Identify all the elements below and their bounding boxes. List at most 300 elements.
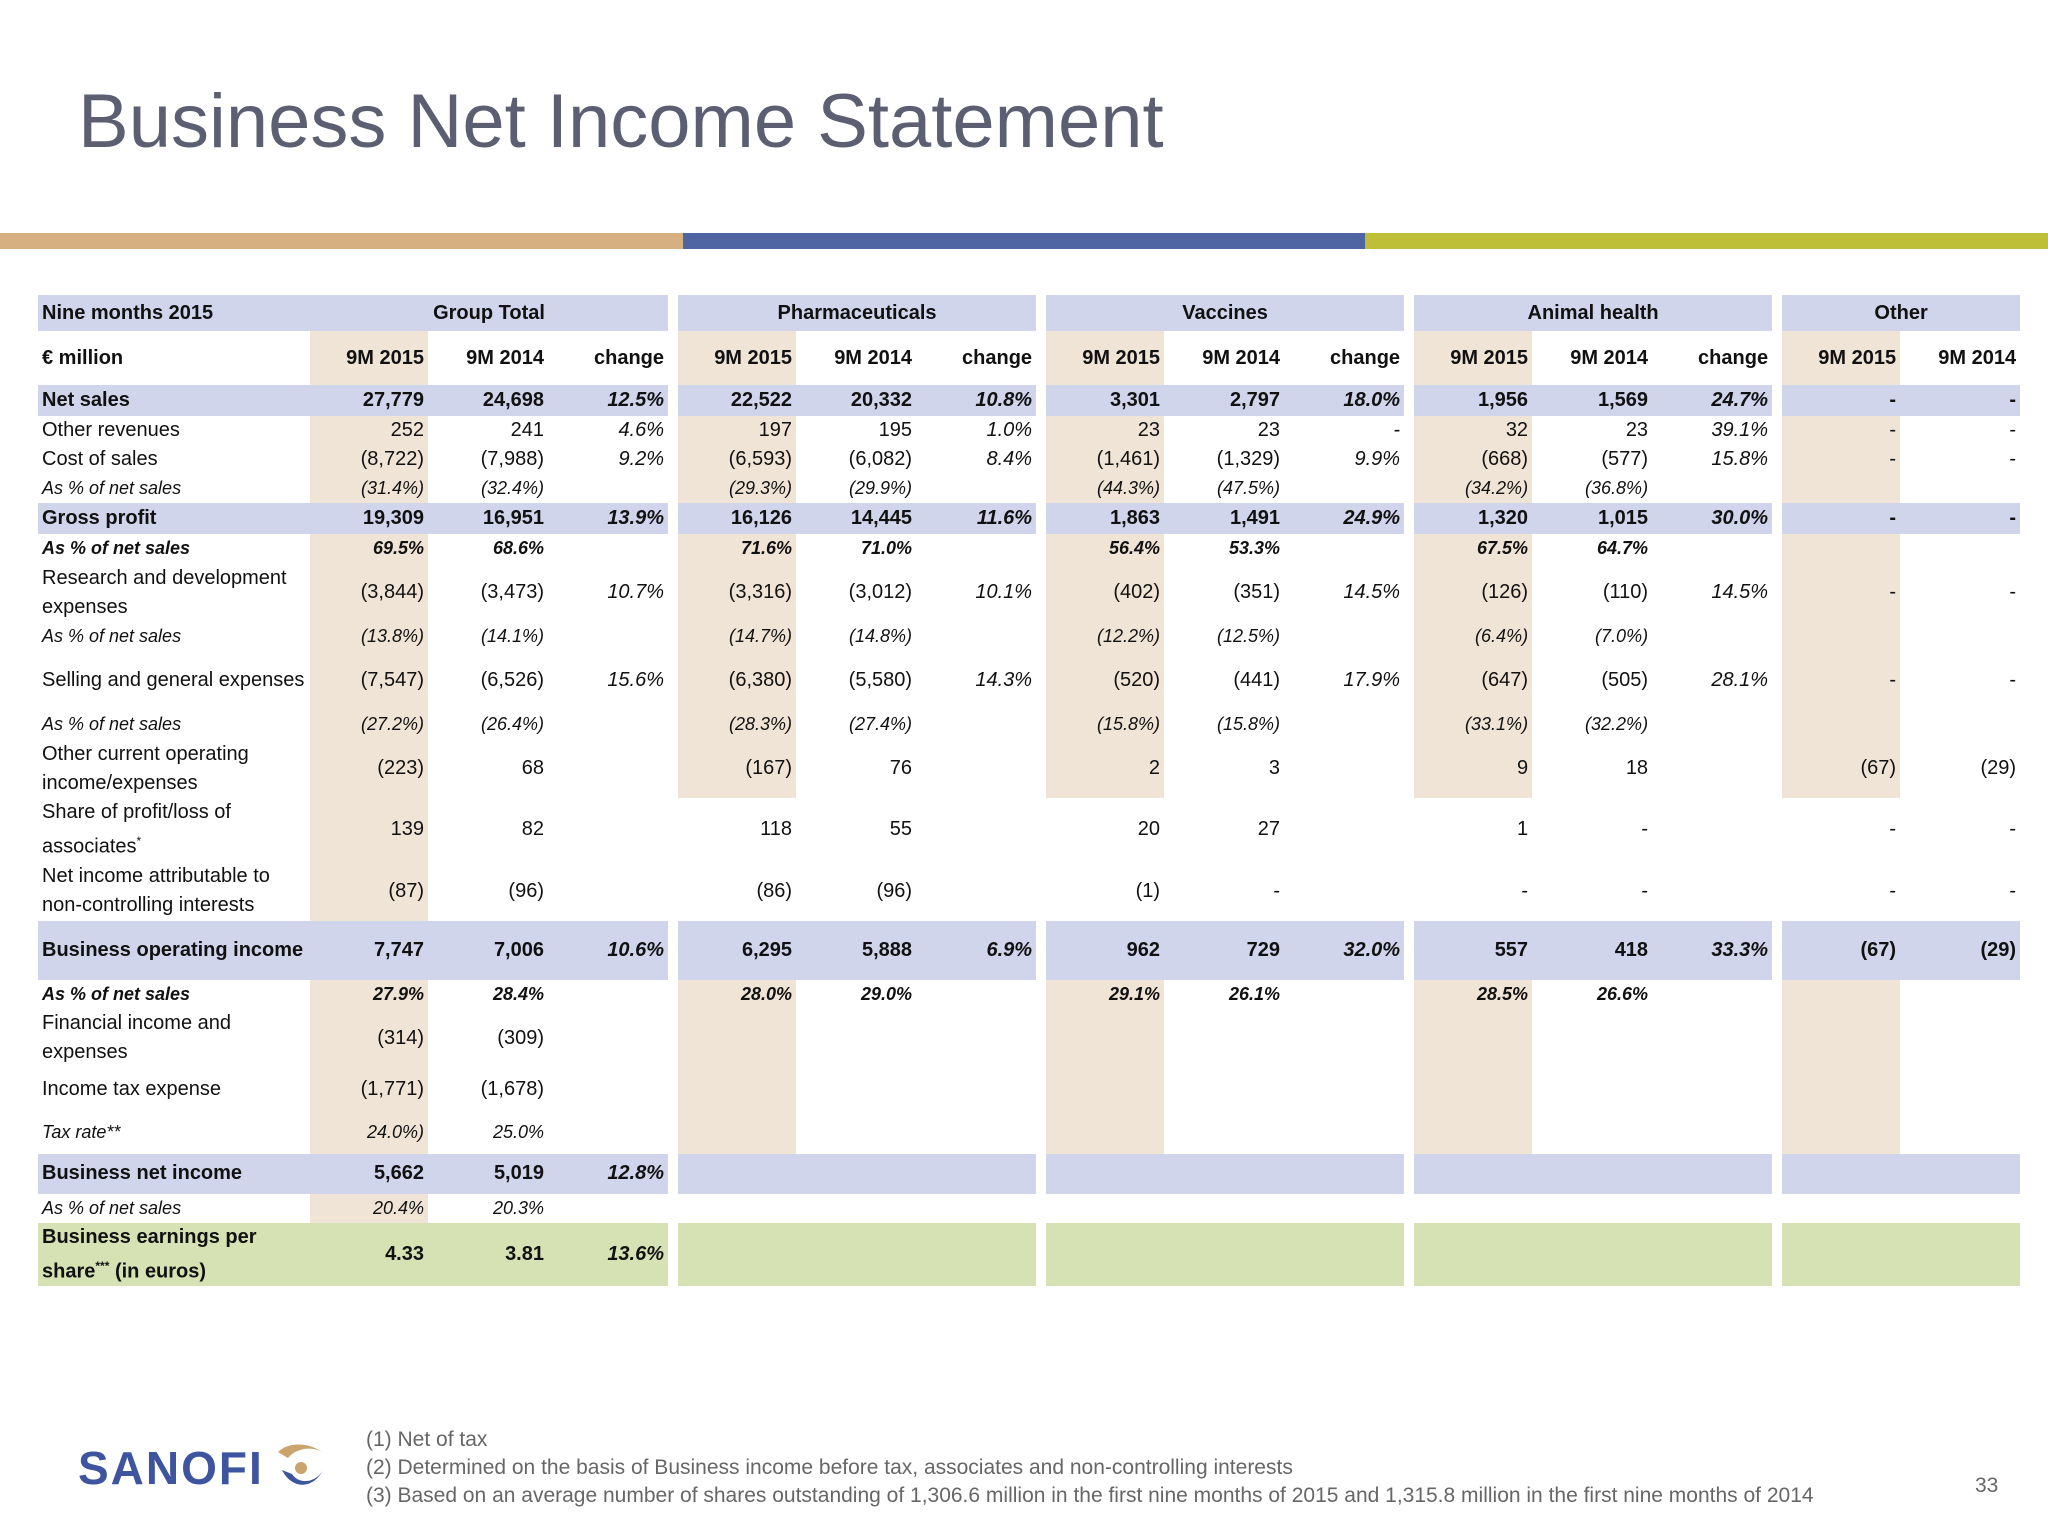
row-label xyxy=(38,798,310,862)
value-cell: 69.5% xyxy=(310,534,428,563)
row-label xyxy=(38,1112,310,1154)
column-gap xyxy=(1404,862,1414,921)
column-gap xyxy=(668,295,678,331)
column-gap xyxy=(668,1194,678,1223)
value-cell: 20.3% xyxy=(492,1197,544,1218)
col-9m2014: 9M 2014 xyxy=(466,346,544,369)
header-row-columns xyxy=(38,331,2020,385)
value-cell: 27,779 xyxy=(310,385,428,416)
table-row xyxy=(38,651,2020,710)
value-cell: 24.0%) xyxy=(310,1112,428,1154)
column-gap xyxy=(1404,1068,1414,1112)
column-gap xyxy=(668,798,678,862)
column-gap xyxy=(1404,474,1414,503)
row-label xyxy=(38,739,310,798)
row-label-suffix: (in euros) xyxy=(109,1260,207,1283)
value-cell: (520) xyxy=(1046,651,1164,710)
value-cell xyxy=(1414,1112,1532,1154)
value-cell xyxy=(796,1194,916,1223)
value-cell: (28.3%) xyxy=(678,710,796,739)
sanofi-bird-icon xyxy=(274,1440,328,1496)
value-cell: 32 xyxy=(1414,416,1532,445)
row-label xyxy=(38,1194,310,1223)
value-cell: 24.9% xyxy=(1284,503,1404,534)
column-gap xyxy=(1036,385,1046,416)
column-gap xyxy=(1036,331,1046,385)
value-cell: 13.6% xyxy=(548,1223,668,1287)
value-cell xyxy=(1046,1154,1164,1194)
column-gap xyxy=(1772,622,1782,651)
value-cell xyxy=(1164,1154,1284,1194)
value-cell xyxy=(1900,1112,2020,1154)
value-cell: 2,797 xyxy=(1164,385,1284,416)
value-cell xyxy=(1532,1194,1652,1223)
value-cell: (26.4%) xyxy=(480,714,544,734)
row-label-text: As % of net sales xyxy=(42,1197,182,1218)
value-cell xyxy=(1046,1068,1164,1112)
row-label-text: Other current operating income/expenses xyxy=(42,742,249,794)
value-cell: - xyxy=(1889,879,1897,902)
value-cell: - xyxy=(1641,818,1649,841)
table-row xyxy=(38,534,2020,563)
column-gap xyxy=(1404,331,1414,385)
value-cell xyxy=(1414,1223,1532,1287)
value-cell xyxy=(1652,534,1772,563)
value-cell: 13.9% xyxy=(548,503,668,534)
value-cell xyxy=(1782,1112,1900,1154)
column-gap xyxy=(1404,534,1414,563)
value-cell xyxy=(1414,1009,1532,1068)
value-cell: 26.6% xyxy=(1597,983,1649,1004)
value-cell xyxy=(1900,622,2020,651)
value-cell: 9 xyxy=(1414,739,1532,798)
value-cell: 29.0% xyxy=(860,983,913,1004)
value-cell: 1,863 xyxy=(1046,503,1164,534)
logo-text: SANOFI xyxy=(78,1442,264,1494)
table-row xyxy=(38,474,2020,503)
value-cell xyxy=(1900,1068,2020,1112)
value-cell: (29) xyxy=(1980,757,2017,779)
row-label-text: Selling and general expenses xyxy=(42,669,305,691)
row-label xyxy=(38,1009,310,1068)
value-cell: (7,547) xyxy=(310,651,428,710)
value-cell xyxy=(1284,1009,1404,1068)
col-9m2014: 9M 2014 xyxy=(1202,346,1281,369)
header-row-groups xyxy=(38,295,2020,331)
footnote-marker: * xyxy=(136,834,142,848)
row-label-text: Share of profit/loss of associates xyxy=(42,801,231,858)
value-cell: 6,295 xyxy=(678,921,796,980)
value-cell xyxy=(1284,710,1404,739)
value-cell xyxy=(1284,980,1404,1009)
row-label xyxy=(38,921,310,980)
value-cell xyxy=(1164,1112,1284,1154)
row-label-text: As % of net sales xyxy=(42,538,191,558)
row-label xyxy=(38,416,310,445)
column-gap xyxy=(1404,445,1414,474)
value-cell xyxy=(1652,1068,1772,1112)
column-gap xyxy=(668,445,678,474)
value-cell xyxy=(916,474,1036,503)
value-cell: - xyxy=(1641,879,1649,902)
column-gap xyxy=(1404,798,1414,862)
value-cell: (1,771) xyxy=(310,1068,428,1112)
table-row xyxy=(38,445,2020,474)
value-cell xyxy=(916,1112,1036,1154)
column-gap xyxy=(668,331,678,385)
value-cell xyxy=(1782,1009,1900,1068)
column-gap xyxy=(1404,1009,1414,1068)
row-label-text: Income tax expense xyxy=(42,1078,221,1101)
table-row xyxy=(38,862,2020,921)
value-cell: 16,951 xyxy=(428,503,548,534)
value-cell: 1,956 xyxy=(1414,385,1532,416)
header-group-animal-health: Animal health xyxy=(1414,295,1772,331)
column-gap xyxy=(1036,445,1046,474)
table-row xyxy=(38,710,2020,739)
value-cell xyxy=(1900,1009,2020,1068)
value-cell: 22,522 xyxy=(678,385,796,416)
column-gap xyxy=(1404,416,1414,445)
column-gap xyxy=(1036,1009,1046,1068)
value-cell: (7.0%) xyxy=(1595,626,1649,646)
value-cell: 18 xyxy=(1625,757,1649,779)
value-cell: - xyxy=(1900,385,2020,416)
footnotes xyxy=(366,1426,1814,1510)
value-cell xyxy=(1782,534,1900,563)
value-cell: 39.1% xyxy=(1711,419,1769,441)
value-cell: 252 xyxy=(310,416,428,445)
value-cell xyxy=(1046,1223,1164,1287)
value-cell: (3,844) xyxy=(310,563,428,622)
value-cell xyxy=(1284,1194,1404,1223)
column-gap xyxy=(1036,980,1046,1009)
value-cell: - xyxy=(2009,581,2017,603)
value-cell: (13.8%) xyxy=(310,622,428,651)
column-gap xyxy=(668,1154,678,1194)
value-cell: - xyxy=(1521,879,1529,902)
column-gap xyxy=(1036,798,1046,862)
row-label-text: Financial income and expenses xyxy=(42,1012,231,1064)
value-cell xyxy=(678,1068,796,1112)
column-gap xyxy=(1036,474,1046,503)
value-cell xyxy=(1532,1154,1652,1194)
color-bands xyxy=(0,233,2048,249)
value-cell xyxy=(796,1068,916,1112)
column-gap xyxy=(1404,563,1414,622)
value-cell: (577) xyxy=(1601,448,1649,470)
value-cell: (126) xyxy=(1414,563,1532,622)
value-cell: (402) xyxy=(1046,563,1164,622)
row-label xyxy=(38,710,310,739)
footnote-3: (3) Based on an average number of shares outstanding of 1,306.6 million in the first nine months of 2015 and 1,315.8 million in the first nine months of 2014 xyxy=(366,1484,1814,1507)
value-cell: (44.3%) xyxy=(1046,474,1164,503)
value-cell: (3,012) xyxy=(848,581,913,603)
value-cell: (29.3%) xyxy=(678,474,796,503)
header-group-other: Other xyxy=(1782,295,2020,331)
value-cell xyxy=(678,1112,796,1154)
value-cell: 3.81 xyxy=(428,1223,548,1287)
column-gap xyxy=(668,503,678,534)
column-gap xyxy=(668,1009,678,1068)
value-cell: 64.7% xyxy=(1597,538,1649,558)
value-cell xyxy=(1532,1009,1652,1068)
value-cell xyxy=(1652,739,1772,798)
value-cell: (12.5%) xyxy=(1217,626,1281,646)
value-cell: (167) xyxy=(678,739,796,798)
band-olive xyxy=(1365,233,2048,249)
row-label-text: As % of net sales xyxy=(42,626,182,646)
table-row xyxy=(38,385,2020,416)
column-gap xyxy=(1404,1194,1414,1223)
value-cell: 82 xyxy=(521,818,544,841)
column-gap xyxy=(1404,710,1414,739)
value-cell xyxy=(1782,1223,1900,1287)
value-cell: 9.9% xyxy=(1354,448,1401,470)
column-gap xyxy=(1036,1154,1046,1194)
column-gap xyxy=(1772,1223,1782,1287)
value-cell xyxy=(548,1009,668,1068)
value-cell xyxy=(916,534,1036,563)
column-gap xyxy=(1036,651,1046,710)
value-cell xyxy=(1284,862,1404,921)
value-cell xyxy=(548,980,668,1009)
value-cell: 15.6% xyxy=(607,669,665,691)
row-label-text: As % of net sales xyxy=(42,478,182,498)
value-cell xyxy=(1284,622,1404,651)
header-label: Nine months 2015 xyxy=(38,295,310,331)
value-cell: (27.2%) xyxy=(310,710,428,739)
value-cell xyxy=(1284,474,1404,503)
column-gap xyxy=(1772,385,1782,416)
value-cell: 20 xyxy=(1137,818,1161,841)
value-cell xyxy=(1164,1068,1284,1112)
value-cell xyxy=(1652,980,1772,1009)
value-cell: (110) xyxy=(1602,581,1649,603)
col-change: change xyxy=(1698,346,1769,369)
value-cell: (7,988) xyxy=(480,448,544,470)
value-cell xyxy=(796,1223,916,1287)
value-cell: 12.5% xyxy=(548,385,668,416)
column-gap xyxy=(668,921,678,980)
value-cell xyxy=(1532,1112,1652,1154)
value-cell: 1.0% xyxy=(986,419,1033,441)
col-change: change xyxy=(594,346,665,369)
header-group-pharmaceuticals: Pharmaceuticals xyxy=(678,295,1036,331)
value-cell: 23 xyxy=(1046,416,1164,445)
col-change: change xyxy=(1330,346,1401,369)
value-cell xyxy=(1900,1154,2020,1194)
value-cell xyxy=(1652,710,1772,739)
value-cell xyxy=(1652,1112,1772,1154)
value-cell: (14.8%) xyxy=(849,626,913,646)
value-cell xyxy=(548,1194,668,1223)
column-gap xyxy=(1404,739,1414,798)
column-gap xyxy=(668,622,678,651)
col-9m2015: 9M 2015 xyxy=(1782,331,1900,385)
column-gap xyxy=(1036,1223,1046,1287)
row-label-text: Business earnings per share xyxy=(42,1225,257,1283)
column-gap xyxy=(1772,445,1782,474)
column-gap xyxy=(1036,921,1046,980)
col-9m2015: 9M 2015 xyxy=(1046,331,1164,385)
row-label-text: As % of net sales xyxy=(42,714,182,734)
value-cell: 14.5% xyxy=(1343,581,1401,603)
value-cell: - xyxy=(1782,416,1900,445)
value-cell: 68 xyxy=(521,757,544,779)
table-row xyxy=(38,921,2020,980)
row-label xyxy=(38,1068,310,1112)
row-label-text: Net income attributable to non-controlling interests xyxy=(42,865,270,917)
value-cell xyxy=(1782,622,1900,651)
header-group-vaccines: Vaccines xyxy=(1046,295,1404,331)
value-cell: 118 xyxy=(760,818,793,841)
value-cell: 76 xyxy=(889,757,913,779)
value-cell: (14.1%) xyxy=(480,626,544,646)
row-label xyxy=(38,503,310,534)
column-gap xyxy=(1036,534,1046,563)
value-cell: (12.2%) xyxy=(1046,622,1164,651)
column-gap xyxy=(1772,534,1782,563)
value-cell xyxy=(678,1194,796,1223)
column-gap xyxy=(1036,1068,1046,1112)
value-cell: - xyxy=(1782,651,1900,710)
value-cell xyxy=(1284,534,1404,563)
value-cell: 3 xyxy=(1268,757,1281,779)
value-cell: 7,747 xyxy=(310,921,428,980)
value-cell: 67.5% xyxy=(1414,534,1532,563)
value-cell: (96) xyxy=(508,879,544,902)
value-cell: 18.0% xyxy=(1284,385,1404,416)
table-row xyxy=(38,1068,2020,1112)
column-gap xyxy=(1772,1154,1782,1194)
value-cell xyxy=(916,862,1036,921)
value-cell: 14.3% xyxy=(975,669,1033,691)
value-cell xyxy=(1414,1068,1532,1112)
value-cell: (6.4%) xyxy=(1414,622,1532,651)
column-gap xyxy=(1772,1112,1782,1154)
value-cell: 4.33 xyxy=(310,1223,428,1287)
row-label xyxy=(38,1154,310,1194)
value-cell: 5,662 xyxy=(310,1154,428,1194)
column-gap xyxy=(1404,1223,1414,1287)
value-cell: 26.1% xyxy=(1229,983,1281,1004)
value-cell xyxy=(1046,1194,1164,1223)
column-gap xyxy=(668,1112,678,1154)
value-cell: 1,320 xyxy=(1414,503,1532,534)
column-gap xyxy=(1772,1068,1782,1112)
value-cell xyxy=(1652,798,1772,862)
column-gap xyxy=(1772,710,1782,739)
value-cell xyxy=(548,798,668,862)
value-cell xyxy=(1164,1009,1284,1068)
row-label-text: Gross profit xyxy=(42,507,157,529)
column-gap xyxy=(1404,503,1414,534)
value-cell: - xyxy=(2009,818,2017,841)
value-cell: (3,316) xyxy=(678,563,796,622)
column-gap xyxy=(668,534,678,563)
value-cell: (15.8%) xyxy=(1217,714,1281,734)
col-change: change xyxy=(962,346,1033,369)
table-row xyxy=(38,1194,2020,1223)
value-cell xyxy=(548,1068,668,1112)
value-cell xyxy=(1782,1154,1900,1194)
table-row xyxy=(38,739,2020,798)
income-statement-table xyxy=(38,295,2020,1286)
value-cell: (86) xyxy=(756,879,793,902)
footnote-marker: *** xyxy=(95,1258,110,1273)
value-cell: (314) xyxy=(310,1009,428,1068)
column-gap xyxy=(668,1068,678,1112)
column-gap xyxy=(1404,1154,1414,1194)
value-cell: 23 xyxy=(1257,419,1281,441)
value-cell xyxy=(678,1009,796,1068)
column-gap xyxy=(1036,1194,1046,1223)
value-cell xyxy=(1284,798,1404,862)
value-cell: 24.7% xyxy=(1652,385,1772,416)
value-cell xyxy=(548,710,668,739)
col-9m2014: 9M 2014 xyxy=(834,346,913,369)
value-cell xyxy=(1284,1154,1404,1194)
column-gap xyxy=(1772,503,1782,534)
value-cell: 28.4% xyxy=(492,983,544,1004)
band-blue xyxy=(683,233,1365,249)
value-cell xyxy=(1900,474,2020,503)
value-cell xyxy=(548,534,668,563)
value-cell xyxy=(548,474,668,503)
value-cell: (34.2%) xyxy=(1414,474,1532,503)
column-gap xyxy=(1404,295,1414,331)
value-cell xyxy=(1900,1194,2020,1223)
row-label xyxy=(38,385,310,416)
table-row xyxy=(38,1154,2020,1194)
value-cell: 6.9% xyxy=(916,921,1036,980)
value-cell: (6,526) xyxy=(480,669,544,691)
header-unit: € million xyxy=(42,346,124,369)
value-cell: 30.0% xyxy=(1652,503,1772,534)
value-cell: 27.9% xyxy=(310,980,428,1009)
col-9m2015: 9M 2015 xyxy=(678,331,796,385)
page-title: Business Net Income Statement xyxy=(78,79,1164,164)
column-gap xyxy=(1404,980,1414,1009)
value-cell xyxy=(548,622,668,651)
value-cell xyxy=(1164,1194,1284,1223)
value-cell: - xyxy=(1889,818,1897,841)
row-label-text: As % of net sales xyxy=(42,983,191,1004)
value-cell xyxy=(1782,980,1900,1009)
value-cell: 20,332 xyxy=(796,385,916,416)
column-gap xyxy=(1036,710,1046,739)
value-cell: (47.5%) xyxy=(1217,478,1281,498)
value-cell xyxy=(916,1194,1036,1223)
value-cell: (5,580) xyxy=(848,669,913,691)
column-gap xyxy=(1772,1009,1782,1068)
value-cell: 962 xyxy=(1046,921,1164,980)
value-cell: (668) xyxy=(1414,445,1532,474)
value-cell xyxy=(1652,1223,1772,1287)
value-cell xyxy=(1284,1112,1404,1154)
value-cell xyxy=(1164,1223,1284,1287)
value-cell: 5,019 xyxy=(428,1154,548,1194)
value-cell: (33.1%) xyxy=(1414,710,1532,739)
column-gap xyxy=(1772,921,1782,980)
value-cell xyxy=(1532,1223,1652,1287)
value-cell xyxy=(1652,1009,1772,1068)
value-cell: (36.8%) xyxy=(1585,478,1649,498)
value-cell xyxy=(1284,739,1404,798)
value-cell xyxy=(796,1009,916,1068)
value-cell xyxy=(916,980,1036,1009)
